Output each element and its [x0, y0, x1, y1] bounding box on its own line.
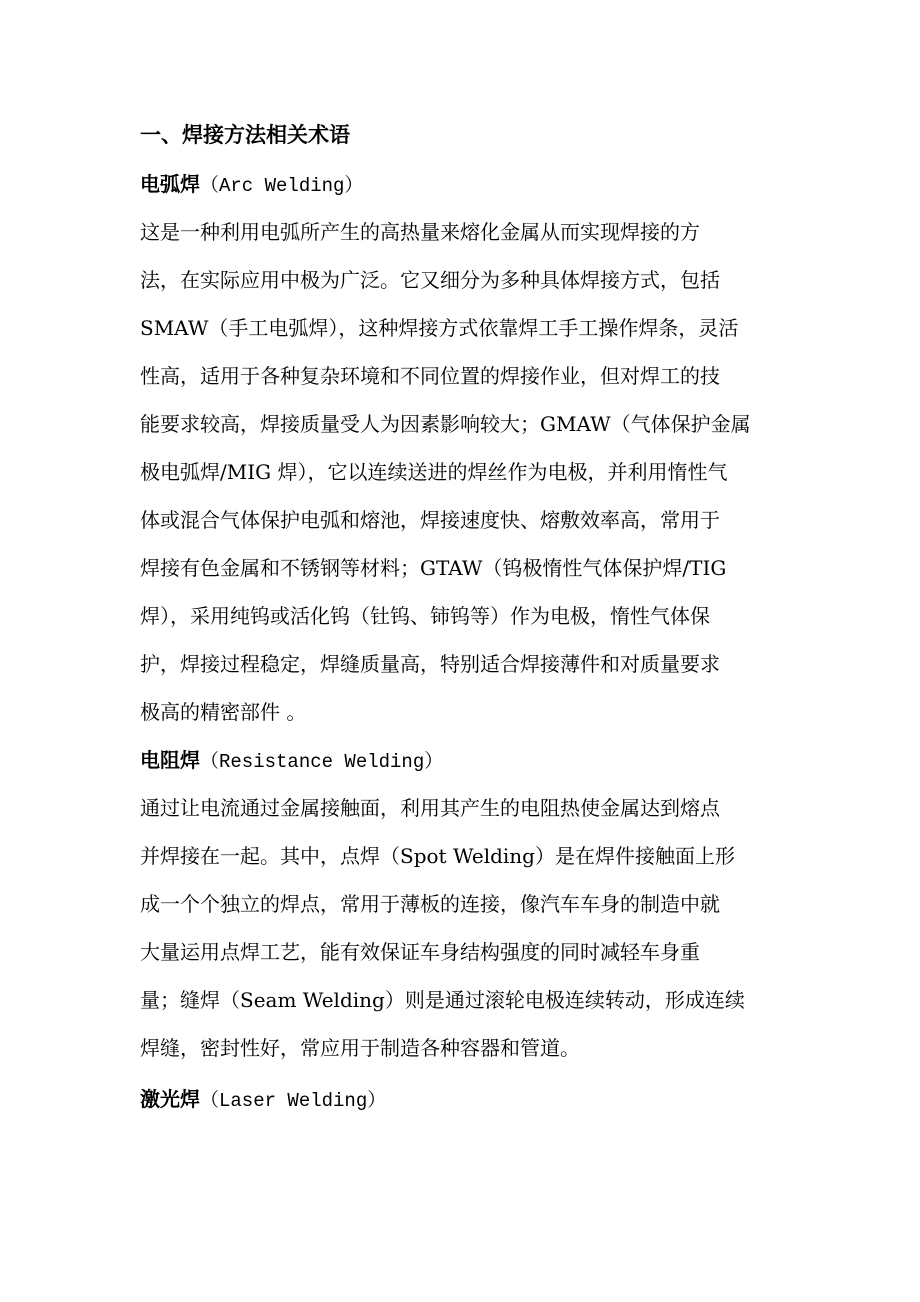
paragraph-arc-welding [140, 208, 780, 736]
text-line: 体或混合气体保护电弧和熔池，焊接速度快、熔敷效率高，常用于 [140, 508, 720, 532]
text-line: 性高，适用于各种复杂环境和不同位置的焊接作业，但对焊工的技 [140, 364, 720, 388]
text-line: 并焊接在一起。其中，点焊（Spot Welding）是在焊件接触面上形 [140, 844, 735, 868]
document-body [140, 110, 780, 1123]
term-heading-en: （Resistance Welding） [200, 751, 444, 773]
term-heading-cn: 电弧焊 [140, 172, 200, 196]
term-heading-cn: 激光焊 [140, 1087, 200, 1111]
term-heading-laser-welding [140, 1075, 780, 1123]
text-line: 能要求较高，焊接质量受人为因素影响较大；GMAW（气体保护金属 [140, 412, 751, 436]
section-title: 一、焊接方法相关术语 [140, 122, 350, 147]
paragraph-resistance-welding [140, 784, 780, 1072]
term-heading-cn: 电阻焊 [140, 748, 200, 772]
text-line: 这是一种利用电弧所产生的高热量来熔化金属从而实现焊接的方 [140, 220, 700, 244]
text-line: 法，在实际应用中极为广泛。它又细分为多种具体焊接方式，包括 [140, 268, 720, 292]
text-line: 成一个个独立的焊点，常用于薄板的连接，像汽车车身的制造中就 [140, 892, 720, 916]
text-line: 大量运用点焊工艺，能有效保证车身结构强度的同时减轻车身重 [140, 940, 700, 964]
term-heading-en: （Arc Welding） [200, 175, 364, 197]
term-heading-resistance-welding [140, 736, 780, 784]
text-line: 极高的精密部件 。 [140, 700, 307, 724]
term-heading-arc-welding [140, 160, 780, 208]
text-line: 焊接有色金属和不锈钢等材料；GTAW（钨极惰性气体保护焊/TIG [140, 556, 727, 580]
text-line: 量；缝焊（Seam Welding）则是通过滚轮电极连续转动，形成连续 [140, 988, 745, 1012]
text-line: 极电弧焊/MIG 焊），它以连续送进的焊丝作为电极，并利用惰性气 [140, 460, 728, 484]
text-line: 焊），采用纯钨或活化钨（钍钨、铈钨等）作为电极，惰性气体保 [140, 604, 710, 628]
text-line: 焊缝，密封性好，常应用于制造各种容器和管道。 [140, 1036, 580, 1060]
term-heading-en: （Laser Welding） [200, 1090, 387, 1112]
text-line: 护，焊接过程稳定，焊缝质量高，特别适合焊接薄件和对质量要求 [140, 652, 720, 676]
text-line: 通过让电流通过金属接触面，利用其产生的电阻热使金属达到熔点 [140, 796, 720, 820]
text-line: SMAW（手工电弧焊），这种焊接方式依靠焊工手工操作焊条，灵活 [140, 316, 739, 340]
